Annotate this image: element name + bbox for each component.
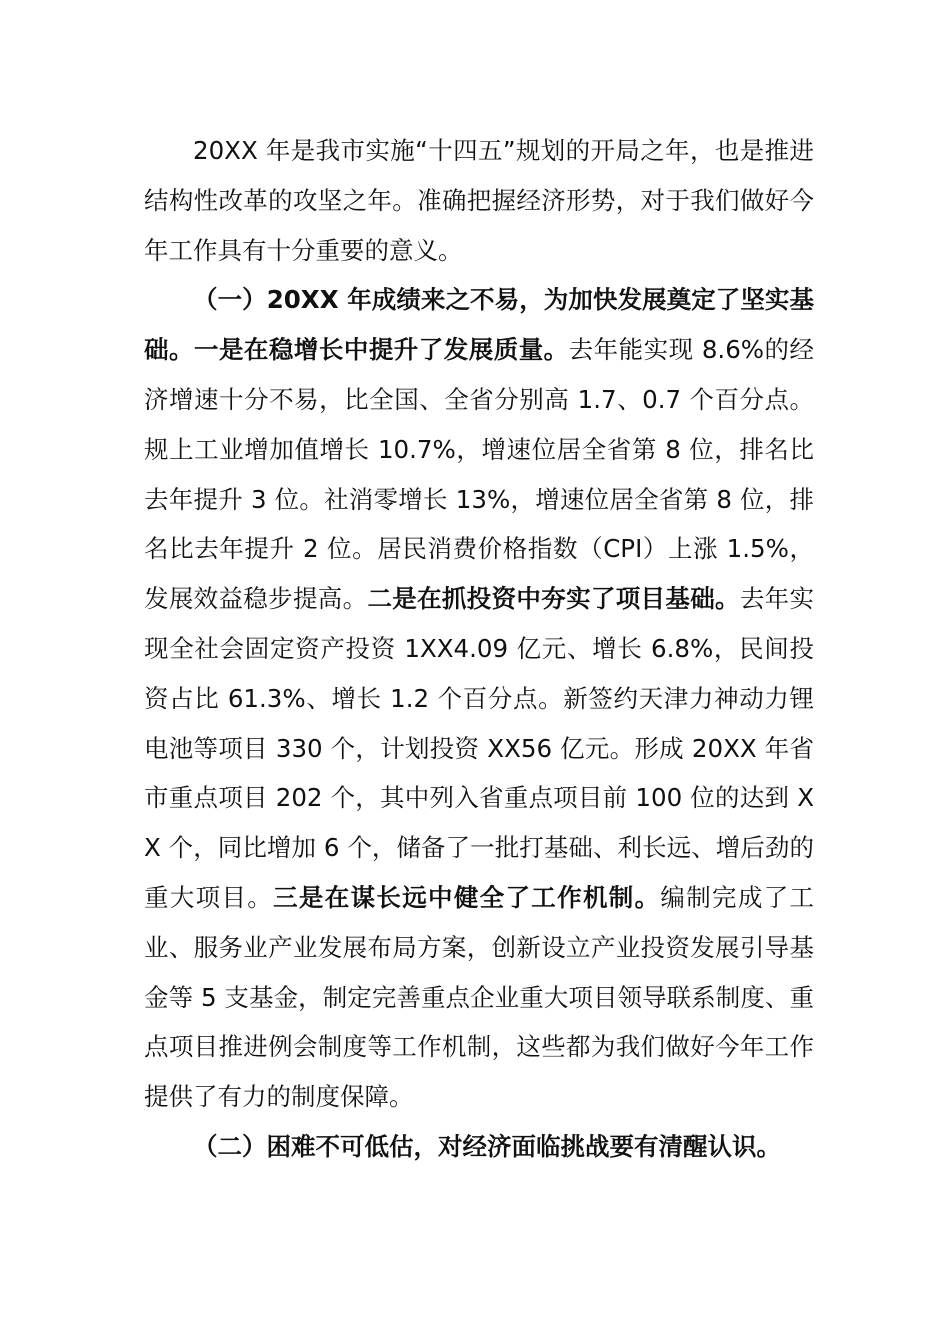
text-segment: 20XX 年是我市实施“十四五”规划的开局之年，也是推进结构性改革的攻坚之年。准确把握经济形势，对于我们做好今年工作具有十分重要的意义。 bbox=[144, 136, 814, 265]
point-heading-one: 一是在稳增长中提升了发展质量。 bbox=[193, 335, 569, 365]
section-heading-one: （一）20XX 年成绩来之不易，为加快发展奠定了坚实基础。 bbox=[144, 285, 814, 365]
document-body bbox=[144, 126, 814, 1172]
text-segment: 编制完成了工业、服务业产业发展布局方案，创新设立产业投资发展引导基金等 5 支基金，制定完善重点企业重大项目领导联系制度、重点项目推进例会制度等工作机制，这些都为我们做好今年工作提供了有力的制度保障。 bbox=[144, 882, 815, 1112]
paragraph-section-one bbox=[144, 275, 814, 1122]
section-heading-two: （二）困难不可低估，对经济面临挑战要有清醒认识。 bbox=[193, 1131, 781, 1161]
paragraph-section-two bbox=[144, 1122, 814, 1172]
point-heading-two: 二是在抓投资中夯实了项目基础。 bbox=[367, 584, 740, 614]
text-segment: 去年能实现 8.6%的经济增速十分不易，比全国、全省分别高 1.7、0.7 个百分点。规上工业增加值增长 10.7%，增速位居全省第 8 位，排名比去年提升 3 位。社消零增长 13%，增速位居全省第 8 位，排名比去年提升 2 位。居民消费价格指数（CPI）上涨 1.5%，发展效益稳步提高。 bbox=[144, 335, 815, 614]
paragraph-intro bbox=[144, 126, 814, 275]
point-heading-three: 三是在谋长远中健全了工作机制。 bbox=[273, 882, 661, 912]
text-segment: 去年实现全社会固定资产投资 1XX4.09 亿元、增长 6.8%，民间投资占比 61.3%、增长 1.2 个百分点。新签约天津力神动力锂电池等项目 330 个，计划投资 XX56 亿元。形成 20XX 年省市重点项目 202 个，其中列入省重点项目前 100 位的达到 XX 个，同比增加 6 个，储备了一批打基础、利长远、增后劲的重大项目。 bbox=[144, 584, 815, 912]
